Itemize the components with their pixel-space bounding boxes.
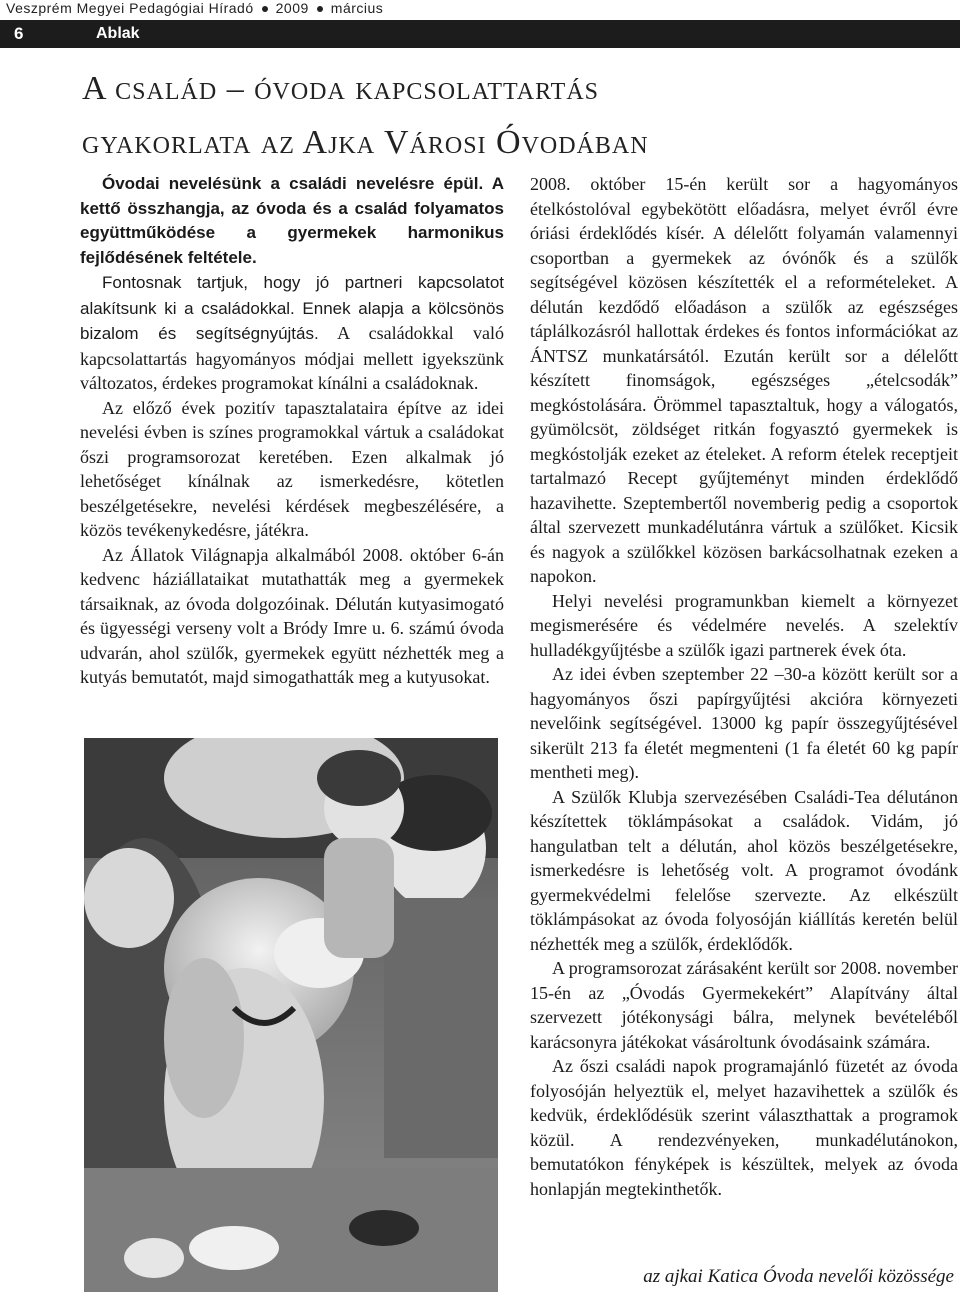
article-title bbox=[82, 62, 952, 170]
paragraph-text: Fontosnak tartjuk, hogy jó partneri kapcsolatot alakítsunk ki a családokkal. Ennek alapja a kölcsönös bizalom és segítségnyújtás. bbox=[80, 273, 504, 343]
bullet-icon bbox=[262, 6, 268, 12]
paragraph: Az idei évben szeptember 22 –30-a között került sor a hagyományos őszi papírgyűjtési akcióra környezeti nevelőink segítségével. 13000 kg papír összegyűjtésével sikerült 213 fa életét megmenteni (1 fa életét 60 kg papír mentheti meg). bbox=[530, 664, 958, 782]
page-number: 6 bbox=[14, 24, 24, 43]
right-column bbox=[530, 172, 958, 1201]
article-lead: Óvodai nevelésünk a családi nevelésre épül. A kettő összhangja, az óvoda és a család folyamatos együttműködése a gyermekek harmonikus fejlődésének feltétele. bbox=[80, 174, 504, 267]
article-photo bbox=[84, 738, 498, 1292]
section-name: Ablak bbox=[96, 25, 140, 42]
running-head bbox=[6, 0, 383, 16]
paragraph: 2008. október 15-én került sor a hagyományos ételkóstolóval egybekötött előadásra, melyet évről évre óriási érdeklődés kísér. A délelőtt folyamán valamennyi csoportban a gyermekek az óvónők és a szülők segítségével közösen készítették el a reformételeket. A délután kezdődő előadáson a szülők az egészséges táplálkozásról hallottak érdekes és fontos információkat az ÁNTSZ munkatársától. Ezután került sor a délelőtt készített finomságok, egészséges „ételcsodák” megkóstolására. Örömmel tapasztaltuk, hogy a válogatós, gyümölcsöt, zöldséget ritkán fogyasztó gyermekek is megkóstolják ezeket az ételeket. A reform ételek receptjeit tartalmazó Recept gyűjteményt minden érdeklődő hazavihette. Szeptembertől novemberig pedig a csoportok által szervezett munkadélutánra vártuk a szülőket. Kicsik és nagyok a szülőkkel közösen barkácsolhatnak ezeken a napokon. bbox=[530, 174, 958, 586]
title-line-1: A család – óvoda kapcsolattartás bbox=[82, 70, 600, 107]
paragraph: Az őszi családi napok programajánló füzetét az óvoda folyosóján helyeztük el, melyet hazavihettek a szülők és kedvük, érdeklődésük szerint választhattak a programok közül. A rendezvényeken, munkadélutánokon, bemutatókon fényképek is készültek, melyek az óvoda honlapján megtekinthetők. bbox=[530, 1056, 958, 1199]
paragraph: Az előző évek pozitív tapasztalataira építve az idei nevelési évben is színes programokkal vártuk a családokat őszi programsorozat keretében. Ezen alkalmak jó lehetőséget kínálnak az ismerkedésre, kötetlen beszélgetésekre, nevelési kérdések megbeszélésére, a közös tevékenykedésre, játékra. bbox=[80, 397, 504, 540]
paragraph-text: A családokkal való kapcsolattartás hagyományos módjai mellett igyekszünk változatos, érdekes programokat kínálni a családoknak. bbox=[80, 323, 504, 393]
issue-year: 2009 bbox=[275, 0, 309, 16]
issue-month: március bbox=[330, 0, 384, 16]
paragraph: Helyi nevelési programunkban kiemelt a környezet megismerésére és védelmére nevelés. A szelektív hulladékgyűjtésbe a szülők igazi partnerek évek óta. bbox=[530, 590, 958, 660]
section-bar bbox=[0, 20, 960, 48]
title-line-2: gyakorlata az Ajka Városi Óvodában bbox=[82, 124, 649, 161]
bullet-icon bbox=[317, 6, 323, 12]
left-column bbox=[80, 172, 504, 690]
paragraph: Az Állatok Világnapja alkalmából 2008. október 6-án kedvenc háziállataikat mutathatták meg a gyermekek társaiknak, az óvoda dolgozóinak. Délután kutyasimogató és ügyességi verseny volt a Bródy Imre u. 6. számú óvoda udvarán, ahol szülők, gyermekek együtt nézhették meg a kutyás bemutatót, majd simogathatták meg a kutyusokat. bbox=[80, 544, 504, 687]
photo-dog-children-icon bbox=[84, 738, 498, 1292]
paragraph bbox=[80, 270, 504, 396]
paragraph: A programsorozat zárásaként került sor 2008. november 15-én az „Óvodás Gyermekekért” Alapítvány által szervezett jótékonysági bálra, melynek bevételéből karácsonyra játékokat vásároltunk óvodásaink számára. bbox=[530, 958, 958, 1052]
article-signature: az ajkai Katica Óvoda nevelői közössége bbox=[643, 1266, 954, 1287]
journal-name: Veszprém Megyei Pedagógiai Híradó bbox=[6, 0, 254, 16]
paragraph: A Szülők Klubja szervezésében Családi-Tea délutánon készítettek töklámpásokat a családok. Vidám, jó hangulatban telt a délután, ahol közös beszélgetésekre, ismerkedésre is lehetőség volt. A programot óvodánk gyermekvédelmi felelőse szervezte. Az elkészült töklámpásokat az óvoda folyosóján kiállítás keretén belül nézhették meg a szülők, érdeklődők. bbox=[530, 786, 958, 954]
